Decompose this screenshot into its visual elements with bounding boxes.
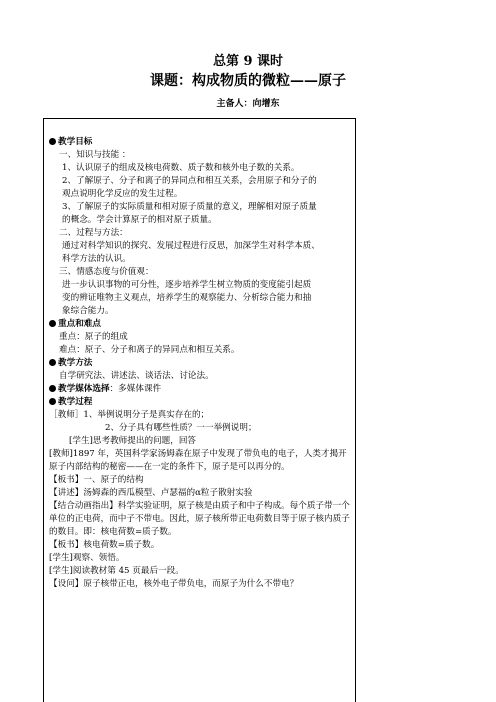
lesson-title: 课题：构成物质的微粒——原子 [150, 73, 346, 89]
table-left-border [43, 118, 44, 702]
teacher-question-1: ［教师］1、举例说明分子是真实存在的； [49, 410, 210, 420]
lesson-plan-body [49, 136, 352, 591]
emotion-1a: 进一步认识事物的可分性，逐步培养学生树立物质的变度能引起质 [62, 280, 312, 290]
student-response-2: [学生]观察、领悟。 [49, 553, 125, 563]
objective-2a: 2、了解原子、分子和离子的异同点和相互关系，会用原子和分子的 [62, 176, 317, 186]
media-heading: 教学媒体选择 [58, 384, 110, 394]
emotion-1b: 变的辨证唯物主义观点，培养学生的观察能力、分析综合能力和抽 [62, 293, 312, 303]
student-response-1: [学生]思考教师提出的问题，回答 [69, 436, 197, 446]
media-line [49, 383, 352, 396]
objectives-heading: 教学目标 [49, 136, 352, 149]
process-main-heading: 教学过程 [49, 396, 352, 409]
process-heading: 二、过程与方法： [59, 228, 128, 238]
knowledge-heading: 一、知识与技能 ： [59, 150, 131, 160]
process-1b: 科学方法的认识。 [62, 254, 131, 264]
question-note: 【设问】原子核带正电，核外电子带负电，而原子为什么不带电？ [49, 579, 299, 589]
methods-text: 自学研究法、讲述法、谈话法、讨论法。 [59, 371, 214, 381]
animation-paragraph: 【结合动画指出】科学实验证明，原子核是由质子和中子构成。每个质子带一个单位的正电荷，而中子不带电。因此，原子核所带正电荷数目等于原子核内质子的数目。即：核电荷数=质子数。 [49, 501, 350, 537]
table-top-border [43, 118, 356, 119]
lecture-note: 【讲述】汤姆森的西瓜模型、卢瑟福的α粒子散射实验 [49, 488, 253, 498]
process-1a: 通过对科学知识的探究、发展过程进行反思，加深学生对科学本质、 [62, 241, 320, 251]
board-note-2: 【板书】核电荷数=质子数。 [49, 540, 160, 550]
lesson-number: 总第 9 课时 [212, 54, 284, 69]
emotion-heading: 三、情感态度与价值观： [59, 267, 154, 277]
methods-heading: 教学方法 [49, 357, 352, 370]
table-right-border [355, 118, 356, 702]
emotion-1c: 象综合能力。 [62, 306, 114, 316]
bullet-icon [49, 359, 56, 366]
focus-point: 重点：原子的组成 [59, 332, 128, 342]
student-response-3: [学生]阅读教材第 45 页最后一段。 [49, 566, 184, 576]
bullet-icon [49, 398, 56, 405]
media-text: ：多媒体课件 [109, 384, 162, 394]
author: 主备人：向增东 [216, 99, 280, 109]
difficulty-point: 难点：原子、分子和离子的异同点和相互关系。 [59, 345, 240, 355]
teacher-paragraph: [教师]1897 年，英国科学家汤姆森在原子中发现了带负电的电子，人类才揭开原子内部结构的秘密——在一定的条件下，原子是可以再分的。 [49, 449, 347, 472]
teacher-question-2: 2、分子具有哪些性质？一一举例说明； [105, 423, 257, 433]
bullet-icon [49, 385, 56, 392]
bullet-icon [49, 320, 56, 327]
keypoints-heading: 重点和难点 [49, 318, 352, 331]
board-note-1: 【板书】一、原子的结构 [49, 475, 144, 485]
objective-2b: 观点说明化学反应的发生过程。 [62, 189, 183, 199]
objective-3a: 3、了解原子的实际质量和相对原子质量的意义，理解相对原子质量 [62, 202, 317, 212]
objective-3b: 的概念。学会计算原子的相对原子质量。 [62, 215, 217, 225]
objective-1: 1、认识原子的组成及核电荷数、质子数和核外电子数的关系。 [62, 163, 300, 173]
bullet-icon [49, 138, 56, 145]
